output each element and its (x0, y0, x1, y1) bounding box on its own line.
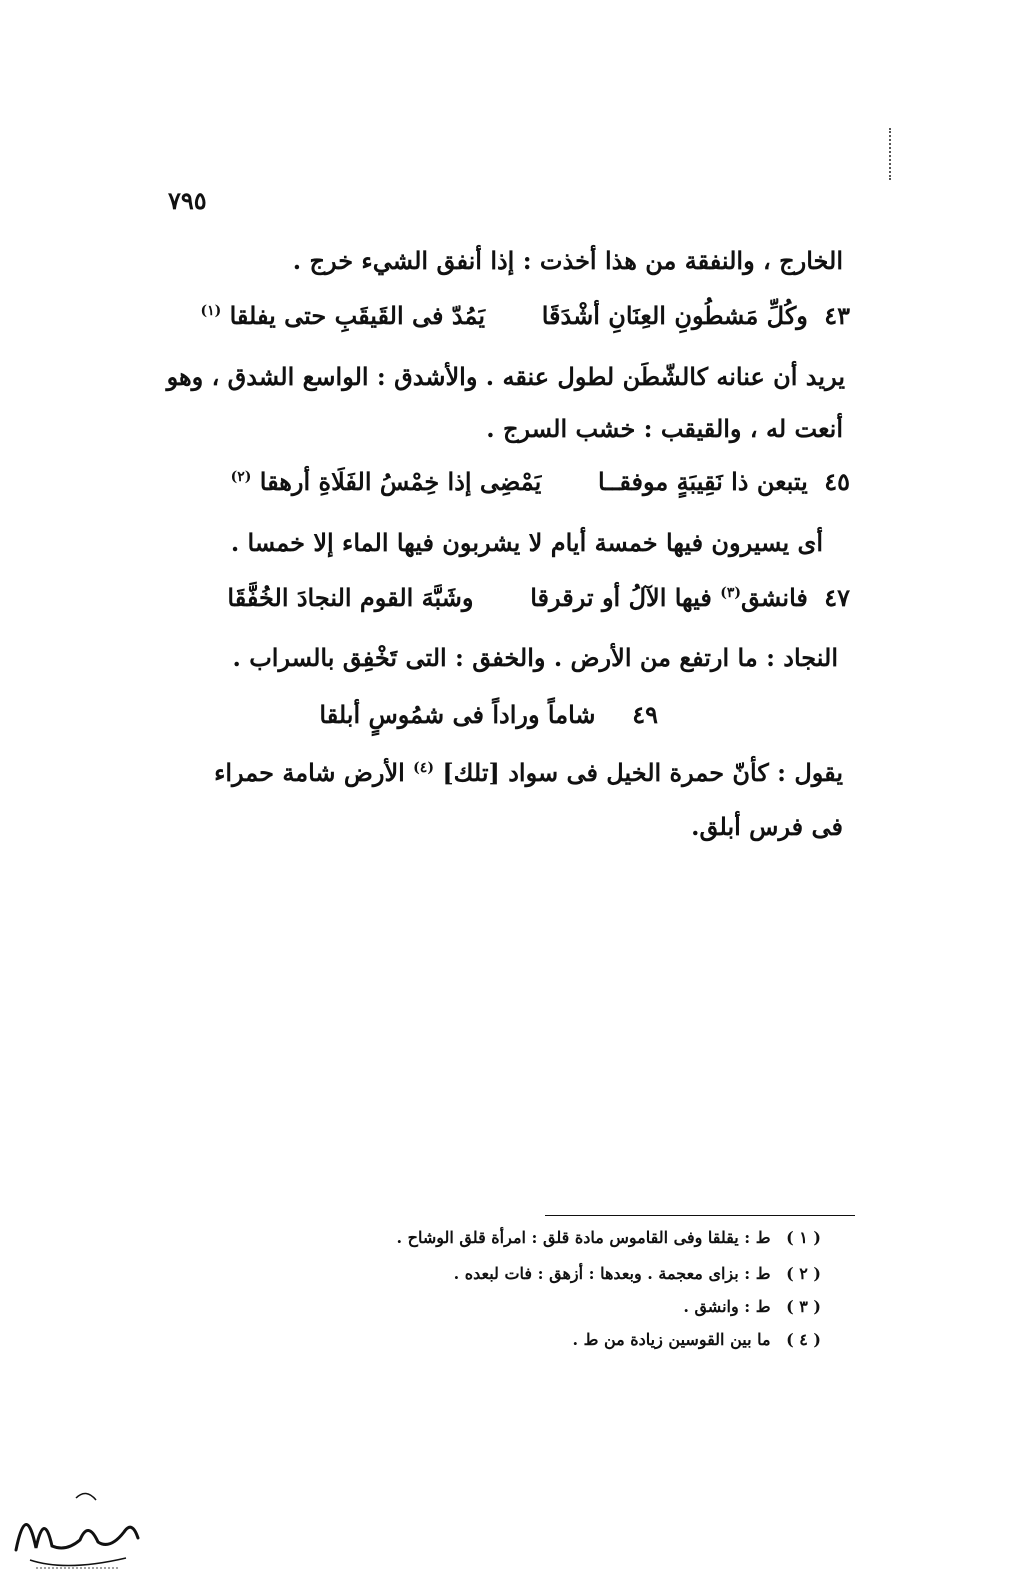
calligraphy-logo (6, 1480, 146, 1580)
prose-line-1 (293, 246, 843, 275)
footnote-number: ( ٣ ) (786, 1297, 821, 1316)
prose-line-2 (167, 362, 845, 391)
verse-45 (231, 467, 850, 496)
footnote-text: ط : وانشق . (683, 1297, 771, 1316)
prose-line-5 (232, 643, 838, 672)
footnote-text: ما بين القوسين زيادة من ط . (572, 1330, 771, 1349)
footnote-marker: (٤) (413, 760, 434, 776)
footnote-marker: (١) (200, 303, 222, 319)
footnote-divider (545, 1215, 855, 1216)
prose-text: النجاد : ما ارتفع من الأرض . والخفق : التى تَخْفِق بالسراب . (232, 643, 838, 672)
prose-line-7 (691, 812, 843, 841)
footnote-2 (454, 1264, 821, 1283)
scan-edge-mark (889, 128, 891, 180)
prose-text: فى فرس أبلق. (691, 812, 843, 841)
verse-first-hemistich-end: فيها الآلُ أو ترقرقا (530, 583, 712, 612)
footnote-number: ( ٤ ) (786, 1330, 821, 1349)
verse-47 (227, 583, 850, 612)
verse-49 (319, 700, 658, 729)
verse-second-hemistich: يَمْضِى إذا خِمْسُ الفَلَاةِ أرهقا (259, 467, 542, 496)
prose-line-6 (214, 758, 843, 787)
verse-first-hemistich-start: فانشق (740, 583, 808, 612)
verse-first-hemistich: يتبعن ذا نَقِيبَةٍ موفقــا (598, 467, 808, 496)
footnote-marker: (٢) (230, 469, 252, 485)
footnote-number: ( ٢ ) (786, 1264, 821, 1283)
verse-number: ٤٩ (632, 700, 658, 729)
footnote-4 (572, 1330, 821, 1349)
prose-line-4 (231, 528, 823, 557)
page-number: ٧٩٥ (168, 186, 207, 215)
verse-number: ٤٥ (824, 467, 850, 496)
prose-text: أنعت له ، والقيقب : خشب السرج . (486, 414, 843, 443)
verse-43 (200, 301, 850, 330)
verse-first-hemistich: وكُلِّ مَشطُونِ العِنَانِ أشْدَقَا (541, 301, 808, 330)
footnote-text: ط : يقلقا وفى القاموس مادة قلق : امرأة قلق الوشاح . (396, 1228, 771, 1247)
footnote-number: ( ١ ) (786, 1228, 821, 1247)
prose-text: أى يسيرون فيها خمسة أيام لا يشربون فيها الماء إلا خمسا . (230, 528, 823, 557)
verse-hemistich: شاماً وراداً فى شمُوسٍ أبلقا (319, 700, 596, 729)
prose-text: يقول : كأنّ حمرة الخيل فى سواد [تلك] (442, 758, 843, 787)
verse-second-hemistich: وشَبَّهَ القوم النجادَ الخُفَّقَا (227, 583, 474, 612)
prose-text: يريد أن عنانه كالشّطَن لطول عنقه . والأشدق : الواسع الشدق ، وهو (166, 362, 845, 391)
verse-number: ٤٣ (824, 301, 850, 330)
prose-text-cont: الأرض شامة حمراء (214, 758, 405, 787)
verse-number: ٤٧ (824, 583, 850, 612)
footnote-text: ط : بزاى معجمة . وبعدها : أزهق : فات لبعده . (453, 1264, 771, 1283)
footnote-marker: (٣) (720, 585, 741, 601)
prose-line-3 (486, 414, 843, 443)
footnote-3 (683, 1297, 821, 1316)
prose-text: الخارج ، والنفقة من هذا أخذت : إذا أنفق الشيء خرج . (292, 246, 843, 275)
verse-second-hemistich: يَمُدّ فى القَيقَبِ حتى يفلقا (229, 301, 485, 330)
footnote-1 (397, 1228, 821, 1247)
